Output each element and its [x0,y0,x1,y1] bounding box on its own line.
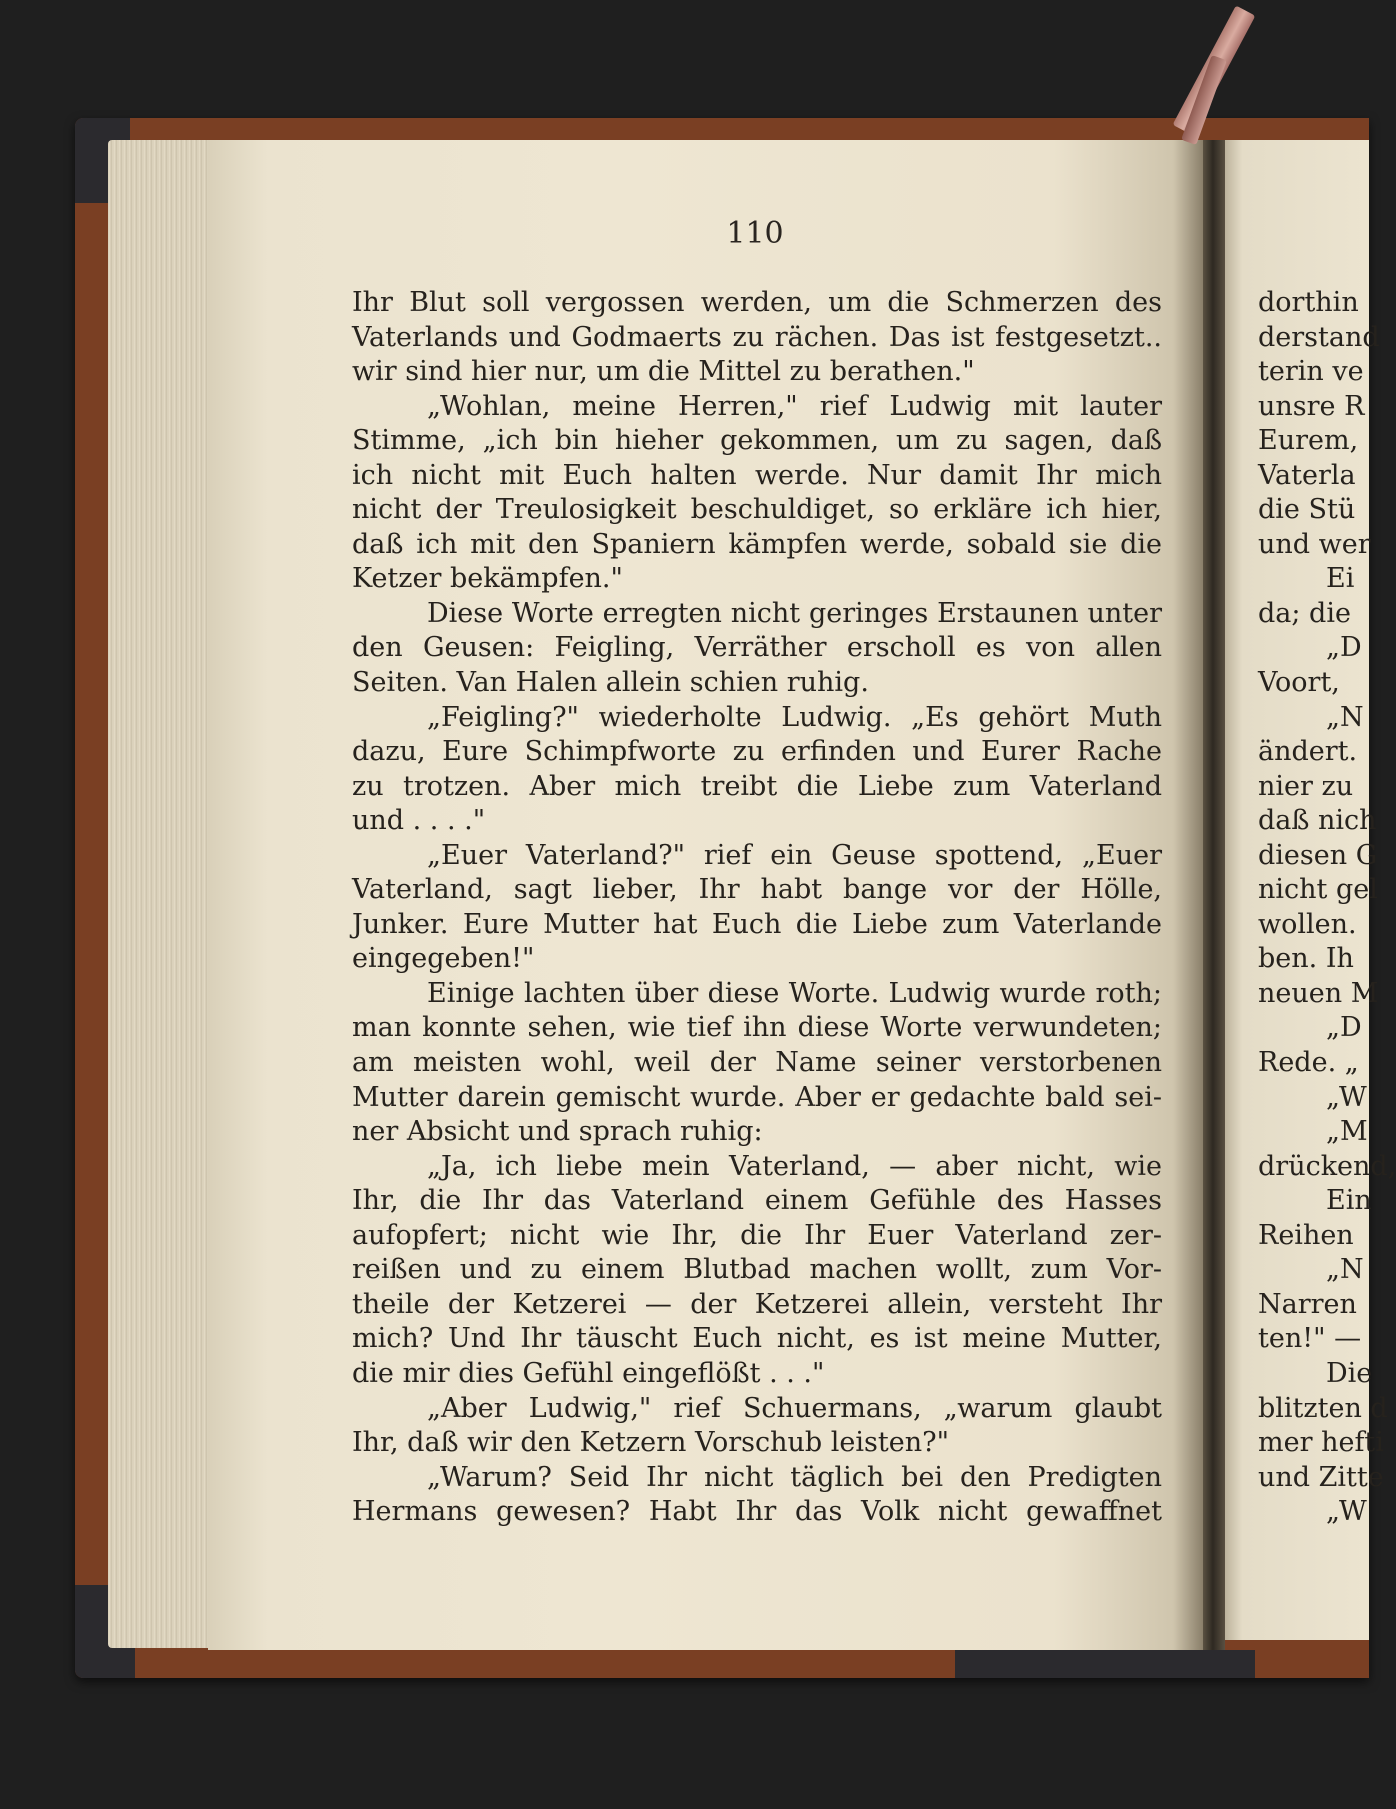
text-line: aufopfert; nicht wie Ihr, die Ihr Euer Vaterland zer- [352,1219,1162,1251]
text-line: terin ve [1258,356,1364,388]
text-line: Hermans gewesen? Habt Ihr das Volk nicht gewaffnet [352,1496,1162,1528]
text-line: derstand [1258,321,1380,353]
text-line: mich? Und Ihr täuscht Euch nicht, es ist meine Mutter, [352,1323,1162,1355]
text-line: Ihr Blut soll vergossen werden, um die Schmerzen des [352,287,1162,318]
text-line: Seiten. Van Halen allein schien ruhig. [352,667,869,699]
cover-edge-bottom [955,1650,1255,1678]
text-line: „Euer Vaterland?" rief ein Geuse spottend, „Euer [427,839,1162,871]
text-line: Einige lachten über diese Worte. Ludwig wurde roth; [427,977,1162,1009]
text-line: Reihen [1258,1219,1354,1251]
text-line: nicht der Treulosigkeit beschuldiget, so erkläre ich hier, [352,494,1162,526]
text-line: „Aber Ludwig," rief Schuermans, „warum glaubt [427,1392,1162,1424]
text-line: „D [1326,632,1362,664]
text-line: Rede. „ [1258,1047,1359,1079]
text-line: am meisten wohl, weil der Name seiner verstorbenen [352,1047,1162,1079]
text-line: nicht gel [1258,874,1378,906]
text-line: Eurem, [1258,425,1359,457]
text-line: „N [1326,1254,1364,1286]
text-line: „N [1326,701,1364,733]
text-line: dazu, Eure Schimpfworte zu erfinden und Eurer Rache [352,736,1162,768]
text-line: Ketzer bekämpfen." [352,563,623,595]
text-line: theile der Ketzerei — der Ketzerei allein, versteht Ihr [352,1288,1162,1320]
text-line: „Warum? Seid Ihr nicht täglich bei den Predigten [427,1461,1162,1493]
text-line: „W [1326,1496,1367,1528]
text-line: wollen. [1258,908,1357,940]
text-line: blitzten d [1258,1392,1388,1424]
text-line: „M [1326,1116,1368,1148]
text-line: den Geusen: Feigling, Verräther erscholl es von allen [352,632,1162,664]
text-line: ändert. [1258,736,1358,768]
text-line: ich nicht mit Euch halten werde. Nur damit Ihr mich [352,459,1162,491]
text-line: diesen G [1258,839,1378,871]
text-line: „Wohlan, meine Herren," rief Ludwig mit lauter [427,390,1162,422]
text-line: daß nich [1258,805,1377,837]
text-line: die Stü [1258,494,1356,526]
text-line: Ei [1326,563,1355,595]
text-line: Stimme, „ich bin hieher gekommen, um zu sagen, daß [352,425,1162,457]
text-line: und . . . ." [352,805,486,837]
text-line: dorthin [1258,287,1359,318]
text-line: „W [1326,1081,1367,1113]
text-line: daß ich mit den Spaniern kämpfen werde, sobald sie die [352,528,1162,560]
text-line: zu trotzen. Aber mich treibt die Liebe zum Vaterland [352,770,1162,802]
text-line: und wer [1258,528,1371,560]
text-line: Vaterlands und Godmaerts zu rächen. Das ist festgesetzt.. [352,321,1162,353]
text-line: „Feigling?" wiederholte Ludwig. „Es gehört Muth [427,701,1162,733]
text-line: da; die [1258,597,1351,629]
text-line: Vaterla [1258,459,1356,491]
text-line: Ihr, die Ihr das Vaterland einem Gefühle des Hasses [352,1185,1162,1217]
text-line: mer hefti [1258,1427,1384,1459]
text-line: Ihr, daß wir den Ketzern Vorschub leisten?" [352,1427,950,1459]
book-gutter [1203,140,1225,1650]
text-line: Mutter darein gemischt wurde. Aber er gedachte bald sei- [352,1081,1162,1113]
text-line: Vaterland, sagt lieber, Ihr habt bange vor der Hölle, [352,874,1162,906]
right-page-text [1258,286,1396,1530]
text-line: unsre R [1258,390,1365,422]
text-line: Ein [1326,1185,1372,1217]
text-line: drückend, [1258,1150,1396,1182]
page-edges [108,140,213,1648]
text-line: man konnte sehen, wie tief ihn diese Worte verwundeten; [352,1012,1162,1044]
left-page-text [352,286,1162,1530]
text-line: ben. Ih [1258,943,1354,975]
text-line: Diese Worte erregten nicht geringes Erstaunen unter [427,597,1162,629]
text-line: Narren [1258,1288,1357,1320]
text-line: „D [1326,1012,1362,1044]
text-line: nier zu [1258,770,1354,802]
text-line: Junker. Eure Mutter hat Euch die Liebe zum Vaterlande [352,908,1162,940]
text-line: Die [1326,1357,1373,1389]
page-number: 110 [726,216,784,251]
text-line: eingegeben!" [352,943,535,975]
text-line: neuen M [1258,977,1379,1009]
text-line: „Ja, ich liebe mein Vaterland, — aber nicht, wie [427,1150,1162,1182]
text-line: die mir dies Gefühl eingeflößt . . ." [352,1357,825,1389]
text-line: ner Absicht und sprach ruhig: [352,1116,763,1148]
text-line: reißen und zu einem Blutbad machen wollt, zum Vor- [352,1254,1162,1286]
text-line: und Zitte [1258,1461,1384,1493]
text-line: Voort, [1258,667,1340,699]
text-line: ten!" — [1258,1323,1362,1355]
text-line: wir sind hier nur, um die Mittel zu berathen." [352,356,975,388]
